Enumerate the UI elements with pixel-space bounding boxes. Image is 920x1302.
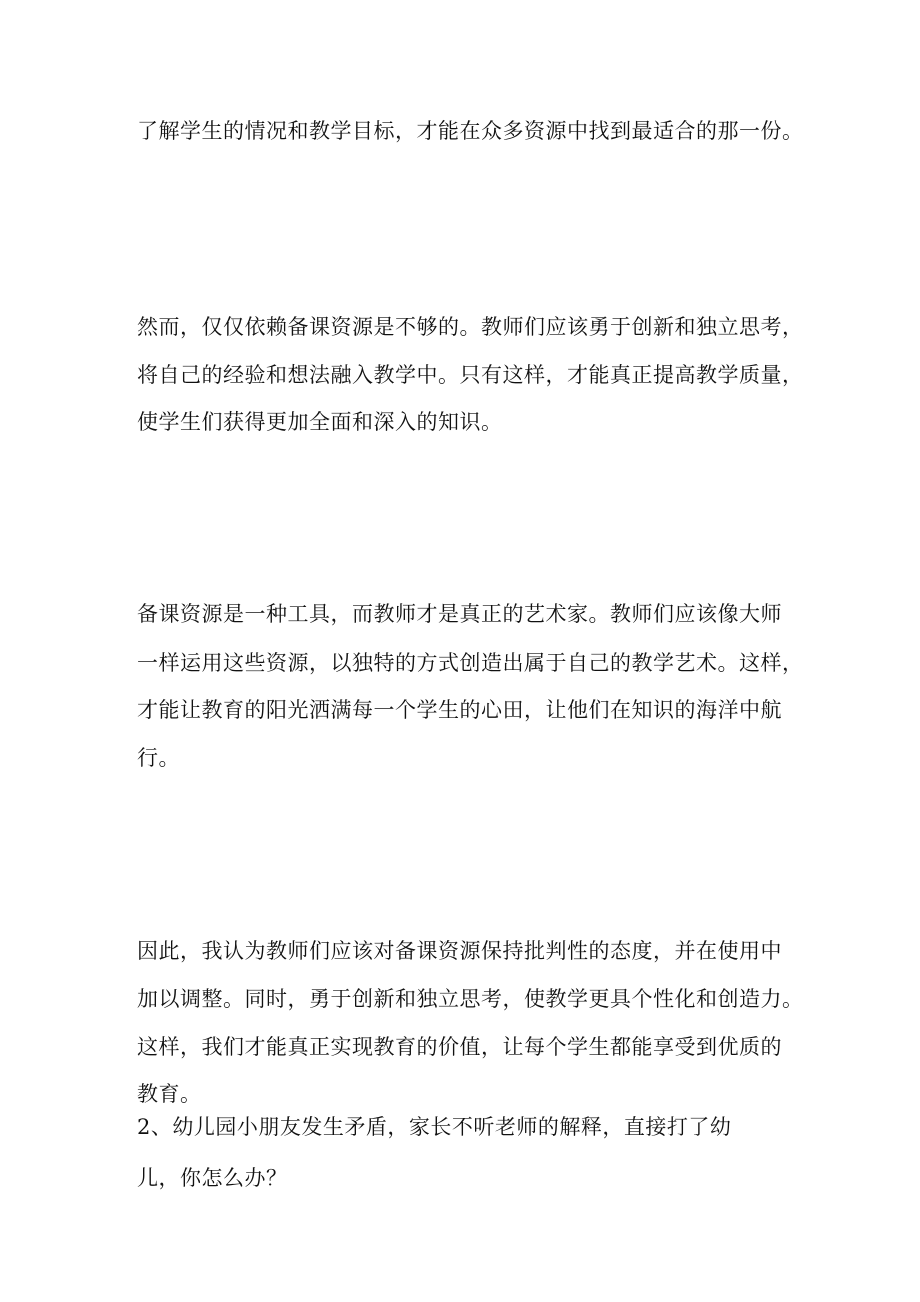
paragraph-line: 教育。 [137,1082,202,1106]
paragraph-line: 使学生们获得更加全面和深入的知识。 [137,410,503,434]
paragraph-line: 一样运用这些资源，以独特的方式创造出属于自己的教学艺术。这样， [137,651,804,675]
paragraph-line: 加以调整。同时，勇于创新和独立思考，使教学更具个性化和创造力。 [137,987,804,1011]
question-line: 2、幼儿园小朋友发生矛盾，家长不听老师的解释，直接打了幼 [137,1115,732,1139]
paragraph-line: 行。 [137,746,180,770]
paragraph-line: 将自己的经验和想法融入教学中。只有这样，才能真正提高教学质量， [137,363,804,387]
paragraph-line: 才能让教育的阳光洒满每一个学生的心田，让他们在知识的海洋中航 [137,698,782,722]
paragraph-line: 了解学生的情况和教学目标，才能在众多资源中找到最适合的那一份。 [137,119,804,143]
paragraph-line: 然而，仅仅依赖备课资源是不够的。教师们应该勇于创新和独立思考， [137,315,804,339]
paragraph-line: 这样，我们才能真正实现教育的价值，让每个学生都能享受到优质的 [137,1035,782,1059]
question-line: 儿，你怎么办？ [137,1166,288,1190]
paragraph-line: 备课资源是一种工具，而教师才是真正的艺术家。教师们应该像大师 [137,602,782,626]
paragraph-line: 因此，我认为教师们应该对备课资源保持批判性的态度，并在使用中 [137,939,782,963]
